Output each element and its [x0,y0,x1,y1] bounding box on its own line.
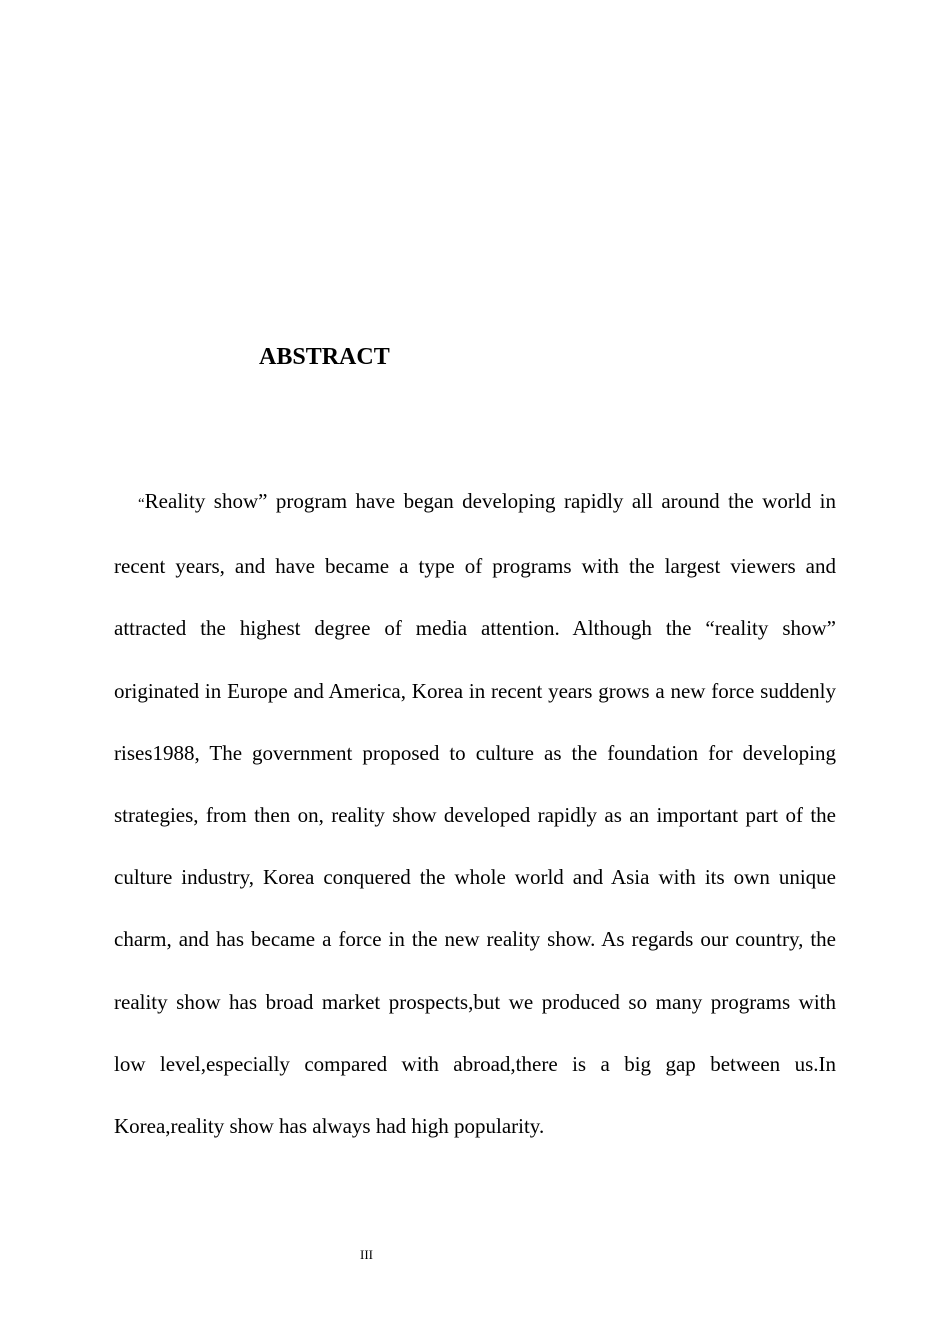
abstract-text: Reality show” program have began developing rapidly all around the world in recent years, and have became a type of programs with the largest viewers and attracted the highest degree of media attention. Although the “reality show” originated in Europe and America, Korea in recent years grows a new force suddenly rises1988, The government proposed to culture as the foundation for developing strategies, from then on, reality show developed rapidly as an important part of the culture industry, Korea conquered the whole world and Asia with its own unique charm, and has became a force in the new reality show. As regards our country, the reality show has broad market prospects,but we produced so many programs with low level,especially compared with abroad,there is a big gap between us.In Korea,reality show has always had high popularity. [114,489,836,1139]
abstract-heading: ABSTRACT [259,344,390,370]
abstract-paragraph [114,470,836,1157]
page-number: III [360,1247,373,1262]
opening-quote-mark: “ [138,496,145,512]
